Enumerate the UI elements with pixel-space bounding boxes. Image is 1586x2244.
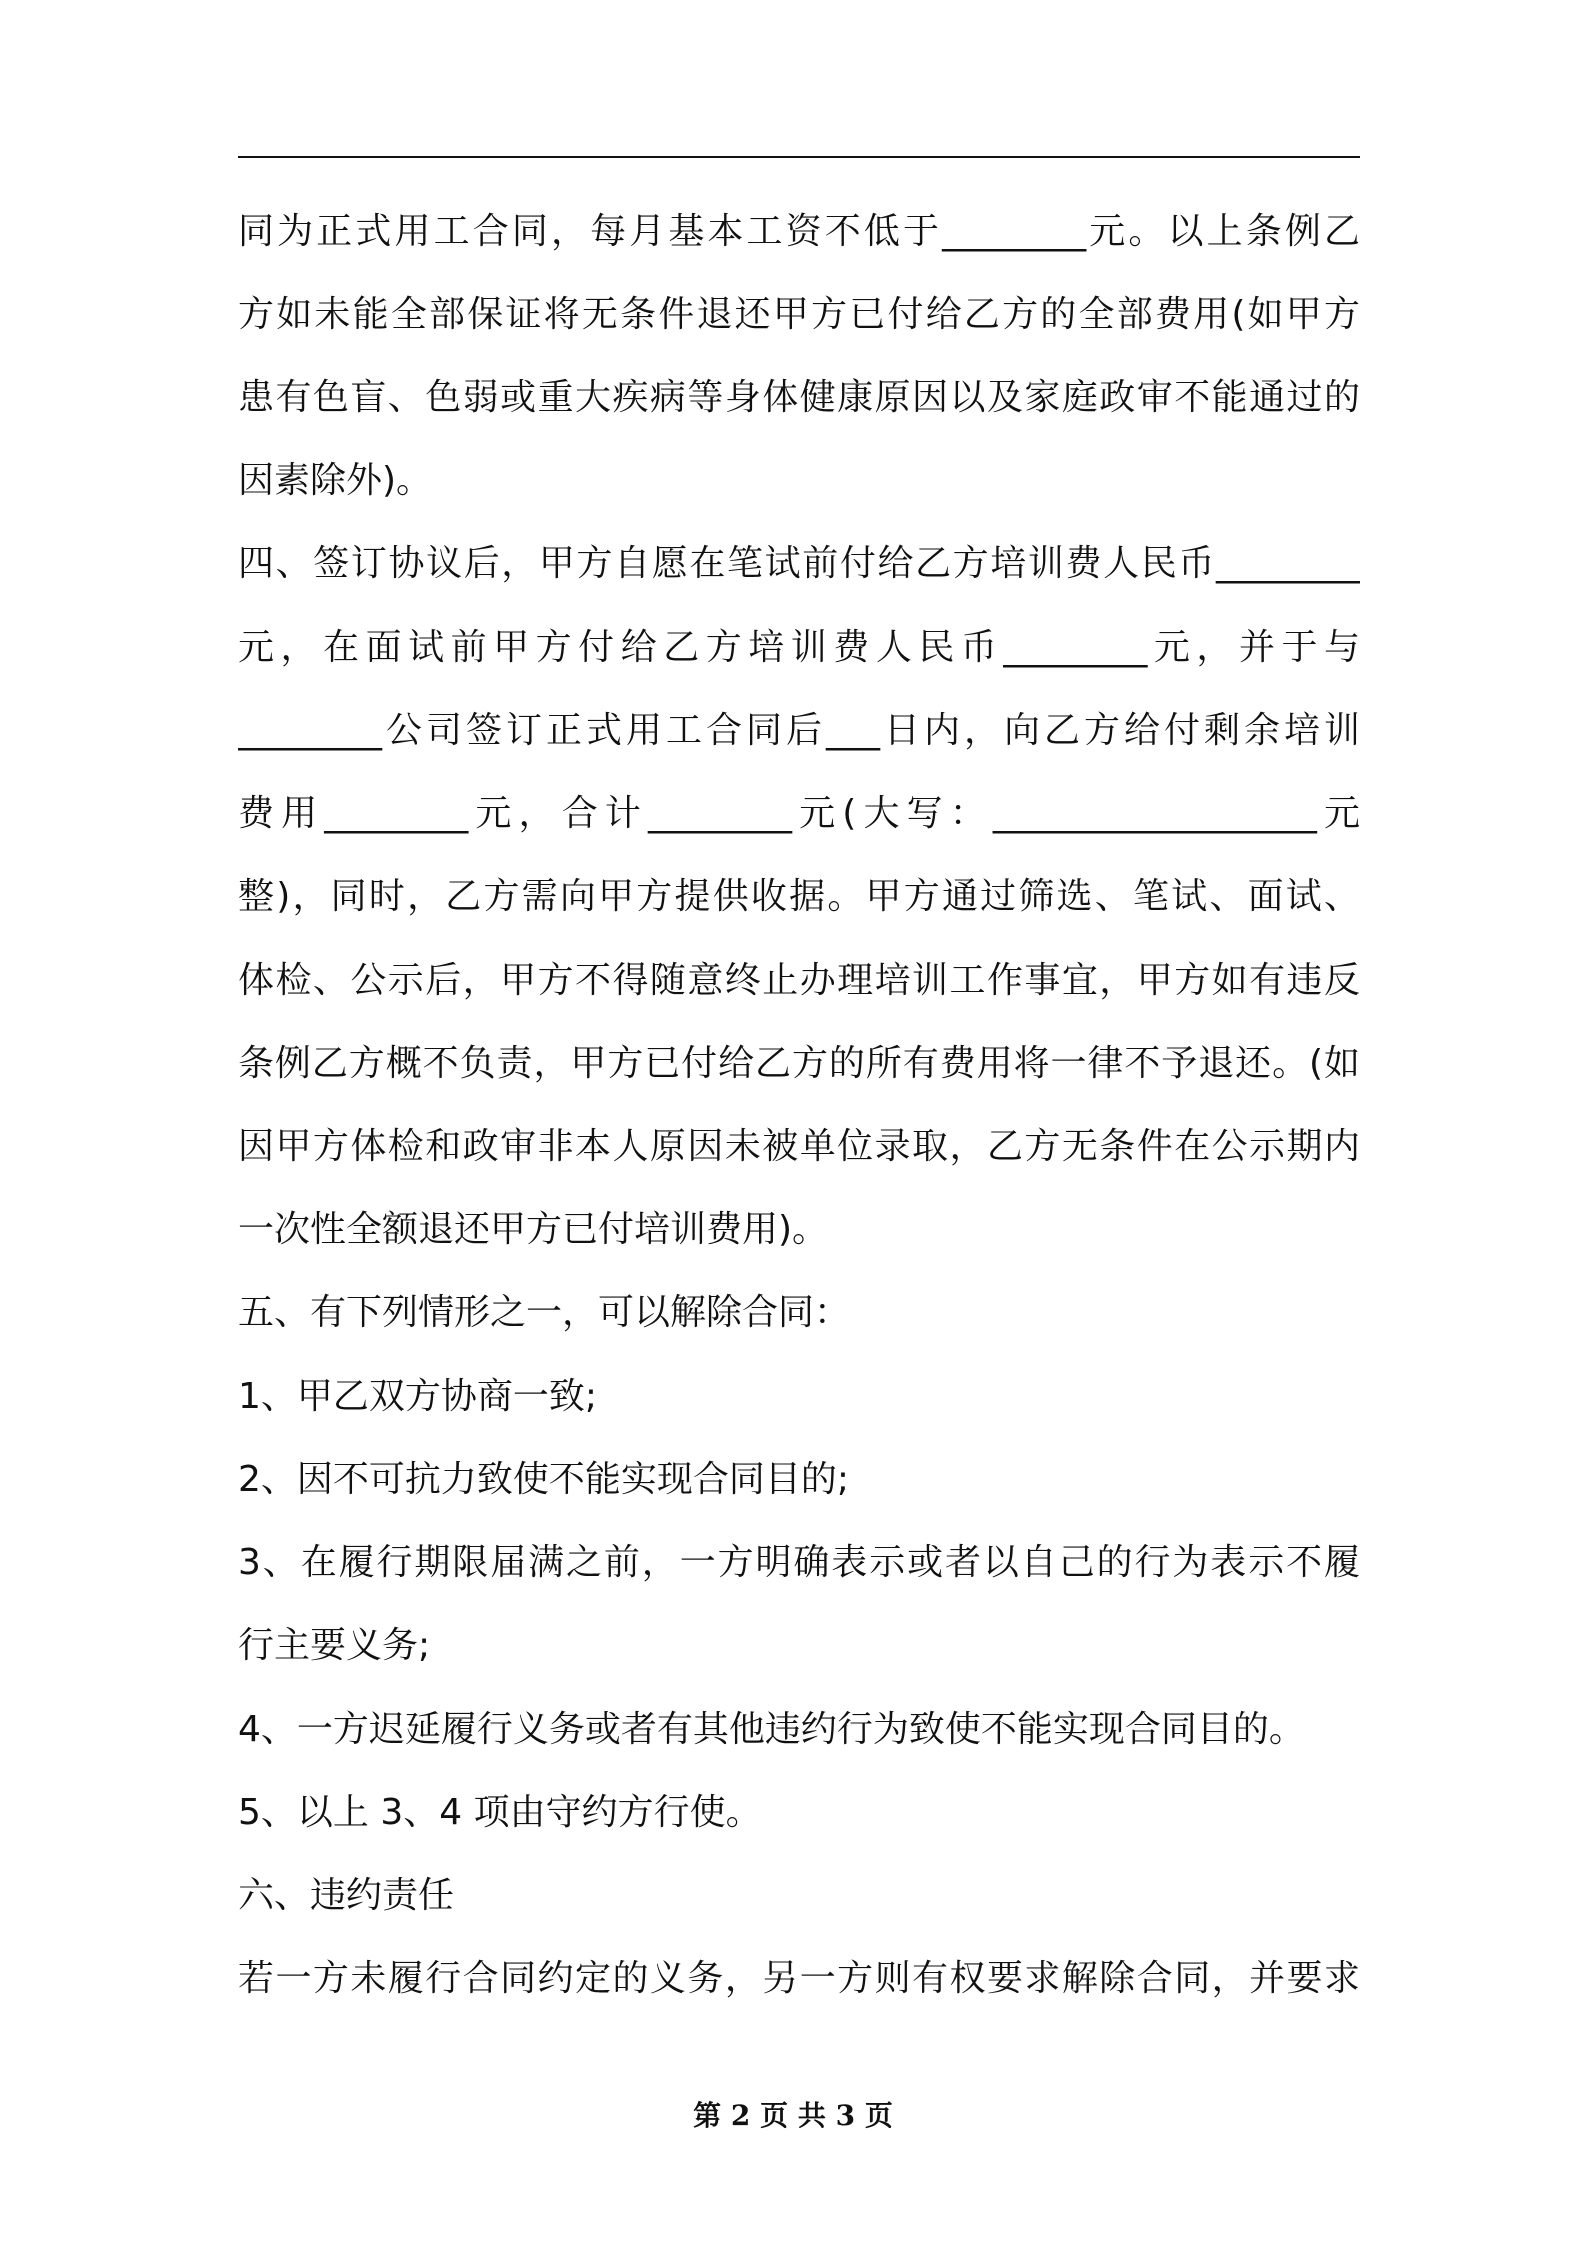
body-line: 1、甲乙双方协商一致; [238, 1376, 598, 1417]
body-line: 患有色盲、色弱或重大疾病等身体健康原因以及家庭政审不能通过的 [238, 377, 1360, 418]
body-line: 3、在履行期限届满之前，一方明确表示或者以自己的行为表示不履 [238, 1542, 1360, 1583]
body-line: 2、因不可抗力致使不能实现合同目的; [238, 1459, 850, 1500]
body-line: 5、以上 3、4 项由守约方行使。 [238, 1792, 762, 1833]
body-line: 一次性全额退还甲方已付培训费用)。 [238, 1209, 829, 1250]
body-line: ________公司签订正式用工合同后___日内，向乙方给付剩余培训 [238, 710, 1360, 751]
body-line: 元，在面试前甲方付给乙方培训费人民币________元，并于与 [238, 627, 1360, 668]
body-line: 四、签订协议后，甲方自愿在笔试前付给乙方培训费人民币________ [238, 543, 1360, 584]
body-line: 同为正式用工合同，每月基本工资不低于________元。以上条例乙 [238, 211, 1360, 252]
body-line: 六、违约责任 [238, 1875, 455, 1916]
body-line: 因素除外)。 [238, 460, 433, 501]
header-rule [238, 156, 1360, 158]
body-line: 若一方未履行合同约定的义务，另一方则有权要求解除合同，并要求 [238, 1958, 1360, 1999]
body-line: 五、有下列情形之一，可以解除合同： [238, 1292, 851, 1333]
body-line: 费用________元，合计________元(大写：__________________元 [238, 793, 1360, 834]
body-line: 条例乙方概不负责，甲方已付给乙方的所有费用将一律不予退还。(如 [238, 1043, 1360, 1084]
body-line: 因甲方体检和政审非本人原因未被单位录取，乙方无条件在公示期内 [238, 1126, 1360, 1167]
body-line: 整)，同时，乙方需向甲方提供收据。甲方通过筛选、笔试、面试、 [238, 876, 1360, 917]
body-line: 行主要义务; [238, 1625, 431, 1666]
body-line: 方如未能全部保证将无条件退还甲方已付给乙方的全部费用(如甲方 [238, 294, 1360, 335]
body-line: 体检、公示后，甲方不得随意终止办理培训工作事宜，甲方如有违反 [238, 960, 1360, 1001]
page-footer: 第 2 页 共 3 页 [693, 2099, 893, 2132]
body-line: 4、一方迟延履行义务或者有其他违约行为致使不能实现合同目的。 [238, 1709, 1305, 1750]
